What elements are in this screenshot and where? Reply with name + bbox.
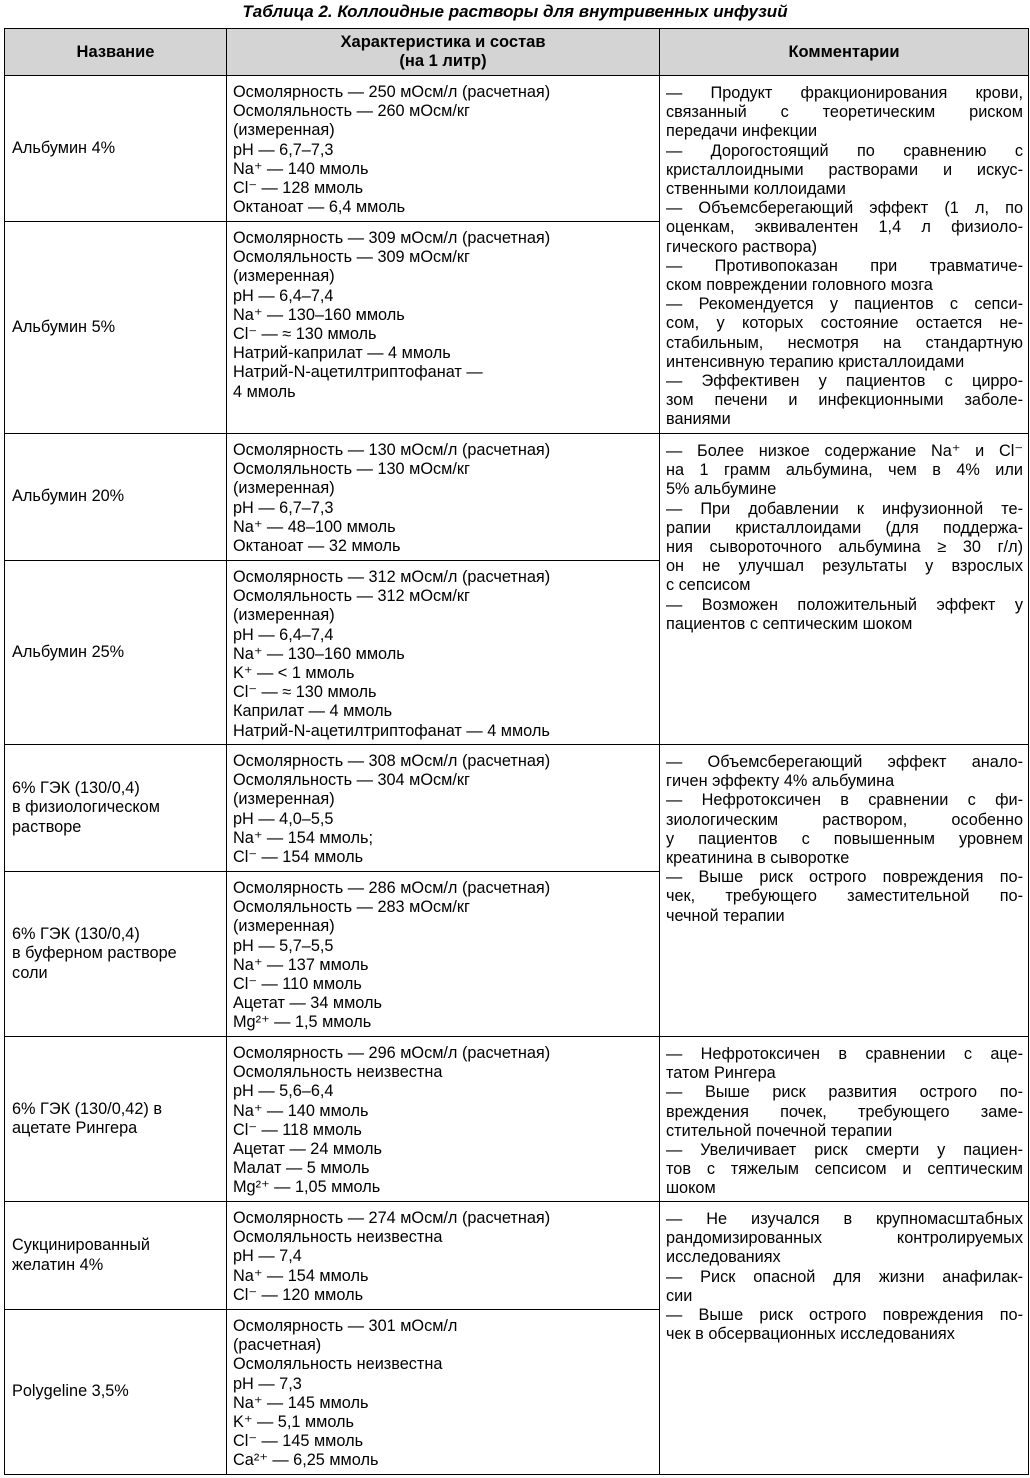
composition-line: Осмоляльность — 312 мОсм/кг [233,587,470,606]
table-body [5,76,1029,1475]
comment-line: оценкам, эквивалентен 1,4 л физиоло- [666,218,1023,237]
composition-line: Cl⁻ — 128 ммоль [233,179,364,198]
composition-line: Na⁺ — 137 ммоль [233,955,369,974]
comment-line: креатинина в сыворотке [666,849,850,868]
comment-line: ском повреждении головного мозга [666,276,933,295]
comment-line: с сепсисом [666,576,751,595]
composition-line: Mg²⁺ — 1,5 ммоль [233,1013,372,1032]
composition-line: K⁺ — 5,1 ммоль [233,1413,355,1432]
solution-name-line: 6% ГЭК (130/0,42) в [12,1099,162,1118]
solution-name-line: Альбумин 25% [12,642,125,661]
comment-line: — Риск опасной для жизни анафилак- [666,1267,1023,1286]
comment-line: — Возможен положительный эффект у [666,595,1023,614]
composition-line: Ca²⁺ — 6,25 ммоль [233,1451,379,1470]
composition-line: Cl⁻ — 118 ммоль [233,1120,362,1139]
comment-line: рапии кристаллоидами (для поддержа- [666,518,1023,537]
composition-cell [227,872,660,1037]
solution-name-cell [5,1202,227,1310]
comments-cell [660,745,1029,1037]
composition-line: (измеренная) [233,790,335,809]
composition-line: Na⁺ — 130–160 ммоль [233,644,405,663]
composition-line: Cl⁻ — 145 ммоль [233,1432,364,1451]
composition-line: pH — 6,4–7,4 [233,625,334,644]
composition-line: pH — 6,7–7,3 [233,498,334,517]
comment-line: татом Рингера [666,1064,776,1083]
solution-name-cell [5,1037,227,1202]
comment-line: гического раствора) [666,237,817,256]
composition-line: (расчетная) [233,1336,322,1355]
composition-line: (измеренная) [233,267,335,286]
composition-line: Na⁺ — 145 ммоль [233,1393,369,1412]
composition-line: Осмоляльность неизвестна [233,1355,443,1374]
table-row [5,434,1029,561]
comment-line: — Увеличивает риск смерти у пациен- [666,1141,1023,1160]
composition-line: pH — 5,7–5,5 [233,936,334,955]
comment-line: у пациентов с повышенным уровнем [666,829,1023,848]
composition-line: K⁺ — < 1 ммоль [233,664,355,683]
comments-cell [660,76,1029,434]
composition-line: pH — 7,4 [233,1247,302,1266]
composition-line: Cl⁻ — 154 ммоль [233,848,364,867]
solution-name-line: Сукцинированный [12,1236,150,1255]
header-spec [227,29,660,76]
composition-line: pH — 7,3 [233,1374,302,1393]
composition-line: (измеренная) [233,479,335,498]
table-row [5,1202,1029,1310]
comment-line: интенсивную терапию кристаллоидами [666,352,965,371]
composition-line: Натрий-каприлат — 4 ммоль [233,344,451,363]
comment-line: гичен эффекту 4% альбумина [666,772,895,791]
composition-line: pH — 6,4–7,4 [233,286,334,305]
comment-line: — Рекомендуется у пациентов с сепси- [666,295,1023,314]
composition-line: Na⁺ — 130–160 ммоль [233,305,405,324]
table-caption: Таблица 2. Коллоидные растворы для внутривенных инфузий [242,2,788,21]
comment-line: сии [666,1286,693,1305]
table-row [5,76,1029,222]
comment-line: 5% альбумине [666,480,777,499]
comment-line: — Противопоказан при травматиче- [666,256,1023,275]
composition-line: Осмоляльность неизвестна [233,1063,443,1082]
composition-line: Na⁺ — 48–100 ммоль [233,517,396,536]
composition-line: Осмоляльность — 304 мОсм/кг [233,771,470,790]
comment-line: он не улучшал результаты у взрослых [666,557,1023,576]
composition-line: Na⁺ — 154 ммоль; [233,828,374,847]
composition-line: Ацетат — 24 ммоль [233,1140,382,1159]
comment-line: чек в обсервационных исследованиях [666,1325,955,1344]
composition-line: Осмоляльность — 283 мОсм/кг [233,898,470,917]
solution-name-cell [5,745,227,872]
composition-line: Малат — 5 ммоль [233,1159,370,1178]
comment-line: ваниями [666,410,731,429]
composition-cell [227,745,660,872]
composition-line: Октаноат — 32 ммоль [233,537,401,556]
solution-name-cell [5,1310,227,1475]
composition-line: Cl⁻ — ≈ 130 ммоль [233,683,377,702]
comment-line: вреждения почек, требующего заме- [666,1102,1023,1121]
solution-name-line: Polygeline 3,5% [12,1382,129,1401]
comment-line: — Продукт фракционирования крови, [666,84,1023,102]
comment-line: чек, требующего заместительной по- [666,887,1023,906]
comment-line: — Объемсберегающий эффект (1 л, по [666,199,1023,218]
solution-name-line: растворе [12,817,82,836]
composition-line: 4 ммоль [233,382,296,401]
comment-line: исследованиях [666,1248,781,1267]
composition-line: Осмоляльность — 260 мОсм/кг [233,102,470,121]
composition-line: Cl⁻ — ≈ 130 ммоль [233,325,377,344]
solution-name-line: ацетате Рингера [12,1119,138,1137]
colloid-solutions-table [4,28,1029,1475]
header-spec-line2: (на 1 литр) [399,52,487,70]
composition-line: (измеренная) [233,917,335,936]
composition-line: Осмолярность — 250 мОсм/л (расчетная) [233,83,551,101]
composition-line: Натрий-N-ацетилтриптофанат — 4 ммоль [233,721,550,740]
table-header-row [5,29,1029,76]
comment-line: — Нефротоксичен в сравнении с аце- [666,1045,1023,1063]
comment-line: шоком [666,1179,716,1198]
composition-line: Каприлат — 4 ммоль [233,702,393,721]
comment-line: тов с тяжелым сепсисом и септическим [666,1160,1023,1179]
solution-name-line: Альбумин 4% [12,138,116,157]
composition-cell [227,76,660,222]
composition-line: Ацетат — 34 ммоль [233,994,382,1013]
comment-line: — Выше риск острого повреждения по- [666,868,1023,887]
composition-line: (измеренная) [233,606,335,625]
composition-line: Осмоляльность неизвестна [233,1228,443,1247]
header-name: Название [5,29,227,76]
composition-line: Cl⁻ — 120 ммоль [233,1285,364,1304]
comment-line: пациентов с септическим шоком [666,614,913,633]
composition-line: Na⁺ — 140 ммоль [233,1101,369,1120]
composition-line: Натрий-N-ацетилтриптофанат — [233,363,483,382]
composition-line: Mg²⁺ — 1,05 ммоль [233,1178,381,1197]
comment-line: — Выше риск развития острого по- [666,1083,1023,1102]
solution-name-cell [5,434,227,561]
composition-line: Осмоляльность — 309 мОсм/кг [233,248,470,267]
comment-line: зом печени и инфекционными заболе- [666,391,1023,410]
comment-line: — Не изучался в крупномасштабных [666,1210,1023,1228]
solution-name-cell [5,561,227,745]
composition-line: Осмолярность — 296 мОсм/л (расчетная) [233,1044,551,1062]
solution-name-cell [5,76,227,222]
solution-name-line: Альбумин 20% [12,487,125,506]
composition-cell [227,1037,660,1202]
composition-line: pH — 5,6–6,4 [233,1082,334,1101]
composition-cell [227,222,660,434]
composition-line: Октаноат — 6,4 ммоль [233,198,406,217]
composition-cell [227,434,660,561]
comment-line: — Более низкое содержание Na⁺ и Cl⁻ [666,442,1023,460]
composition-line: Осмолярность — 130 мОсм/л (расчетная) [233,441,551,459]
comment-line: сом, у которых состояние остается не- [666,314,1023,333]
solution-name-cell [5,872,227,1037]
table-row [5,745,1029,872]
comment-line: стабильным, несмотря на стандартную [666,333,1023,352]
solution-name-line: 6% ГЭК (130/0,4) [12,925,140,944]
composition-line: Осмолярность — 309 мОсм/л (расчетная) [233,229,551,247]
solution-name-line: в буферном растворе [12,944,177,963]
composition-cell [227,1202,660,1310]
composition-line: Осмолярность — 286 мОсм/л (расчетная) [233,879,551,897]
comment-line: связанный с теоретическим риском [666,103,1023,122]
comment-line: чечной терапии [666,906,785,925]
composition-cell [227,1310,660,1475]
table-row [5,1037,1029,1202]
comments-cell [660,1037,1029,1202]
comment-line: — Эффективен у пациентов с цирро- [666,372,1023,391]
comment-line: на 1 грамм альбумина, чем в 4% или [666,461,1023,480]
comment-line: кристаллоидными растворами и искус- [666,160,1023,179]
header-comments: Комментарии [660,29,1029,76]
comments-cell [660,434,1029,745]
composition-line: (измеренная) [233,121,335,140]
composition-line: Na⁺ — 140 ммоль [233,159,369,178]
comment-line: ния сывороточного альбумина ≥ 30 г/л) [666,538,1023,557]
composition-line: Осмоляльность — 130 мОсм/кг [233,460,470,479]
composition-line: Cl⁻ — 110 ммоль [233,975,362,994]
solution-name-cell [5,222,227,434]
solution-name-line: Альбумин 5% [12,317,116,336]
composition-cell [227,561,660,745]
solution-name-line: соли [12,963,48,982]
composition-line: Осмолярность — 312 мОсм/л (расчетная) [233,568,551,586]
comment-line: — При добавлении к инфузионной те- [666,499,1023,518]
composition-line: Осмолярность — 308 мОсм/л (расчетная) [233,752,551,770]
comment-line: — Нефротоксичен в сравнении с фи- [666,791,1023,810]
comment-line: — Дорогостоящий по сравнению с [666,141,1023,160]
composition-line: pH — 4,0–5,5 [233,809,334,828]
solution-name-line: в физиологическом [12,798,160,817]
composition-line: pH — 6,7–7,3 [233,140,334,159]
comment-line: передачи инфекции [666,122,818,141]
composition-line: Осмолярность — 274 мОсм/л (расчетная) [233,1209,551,1227]
solution-name-line: желатин 4% [12,1255,104,1274]
comment-line: — Объемсберегающий эффект анало- [666,753,1023,771]
comment-line: стительной почечной терапии [666,1121,893,1140]
composition-line: Осмолярность — 301 мОсм/л [233,1317,458,1335]
header-spec-line1: Характеристика и состав [340,33,546,51]
solution-name-line: 6% ГЭК (130/0,4) [12,779,140,798]
comments-cell [660,1202,1029,1475]
comment-line: рандомизированных контролируемых [666,1229,1023,1248]
composition-line: Na⁺ — 154 ммоль [233,1266,369,1285]
comment-line: зиологическим раствором, особенно [666,810,1023,829]
comment-line: — Выше риск острого повреждения по- [666,1306,1023,1325]
comment-line: ственными коллоидами [666,180,846,199]
